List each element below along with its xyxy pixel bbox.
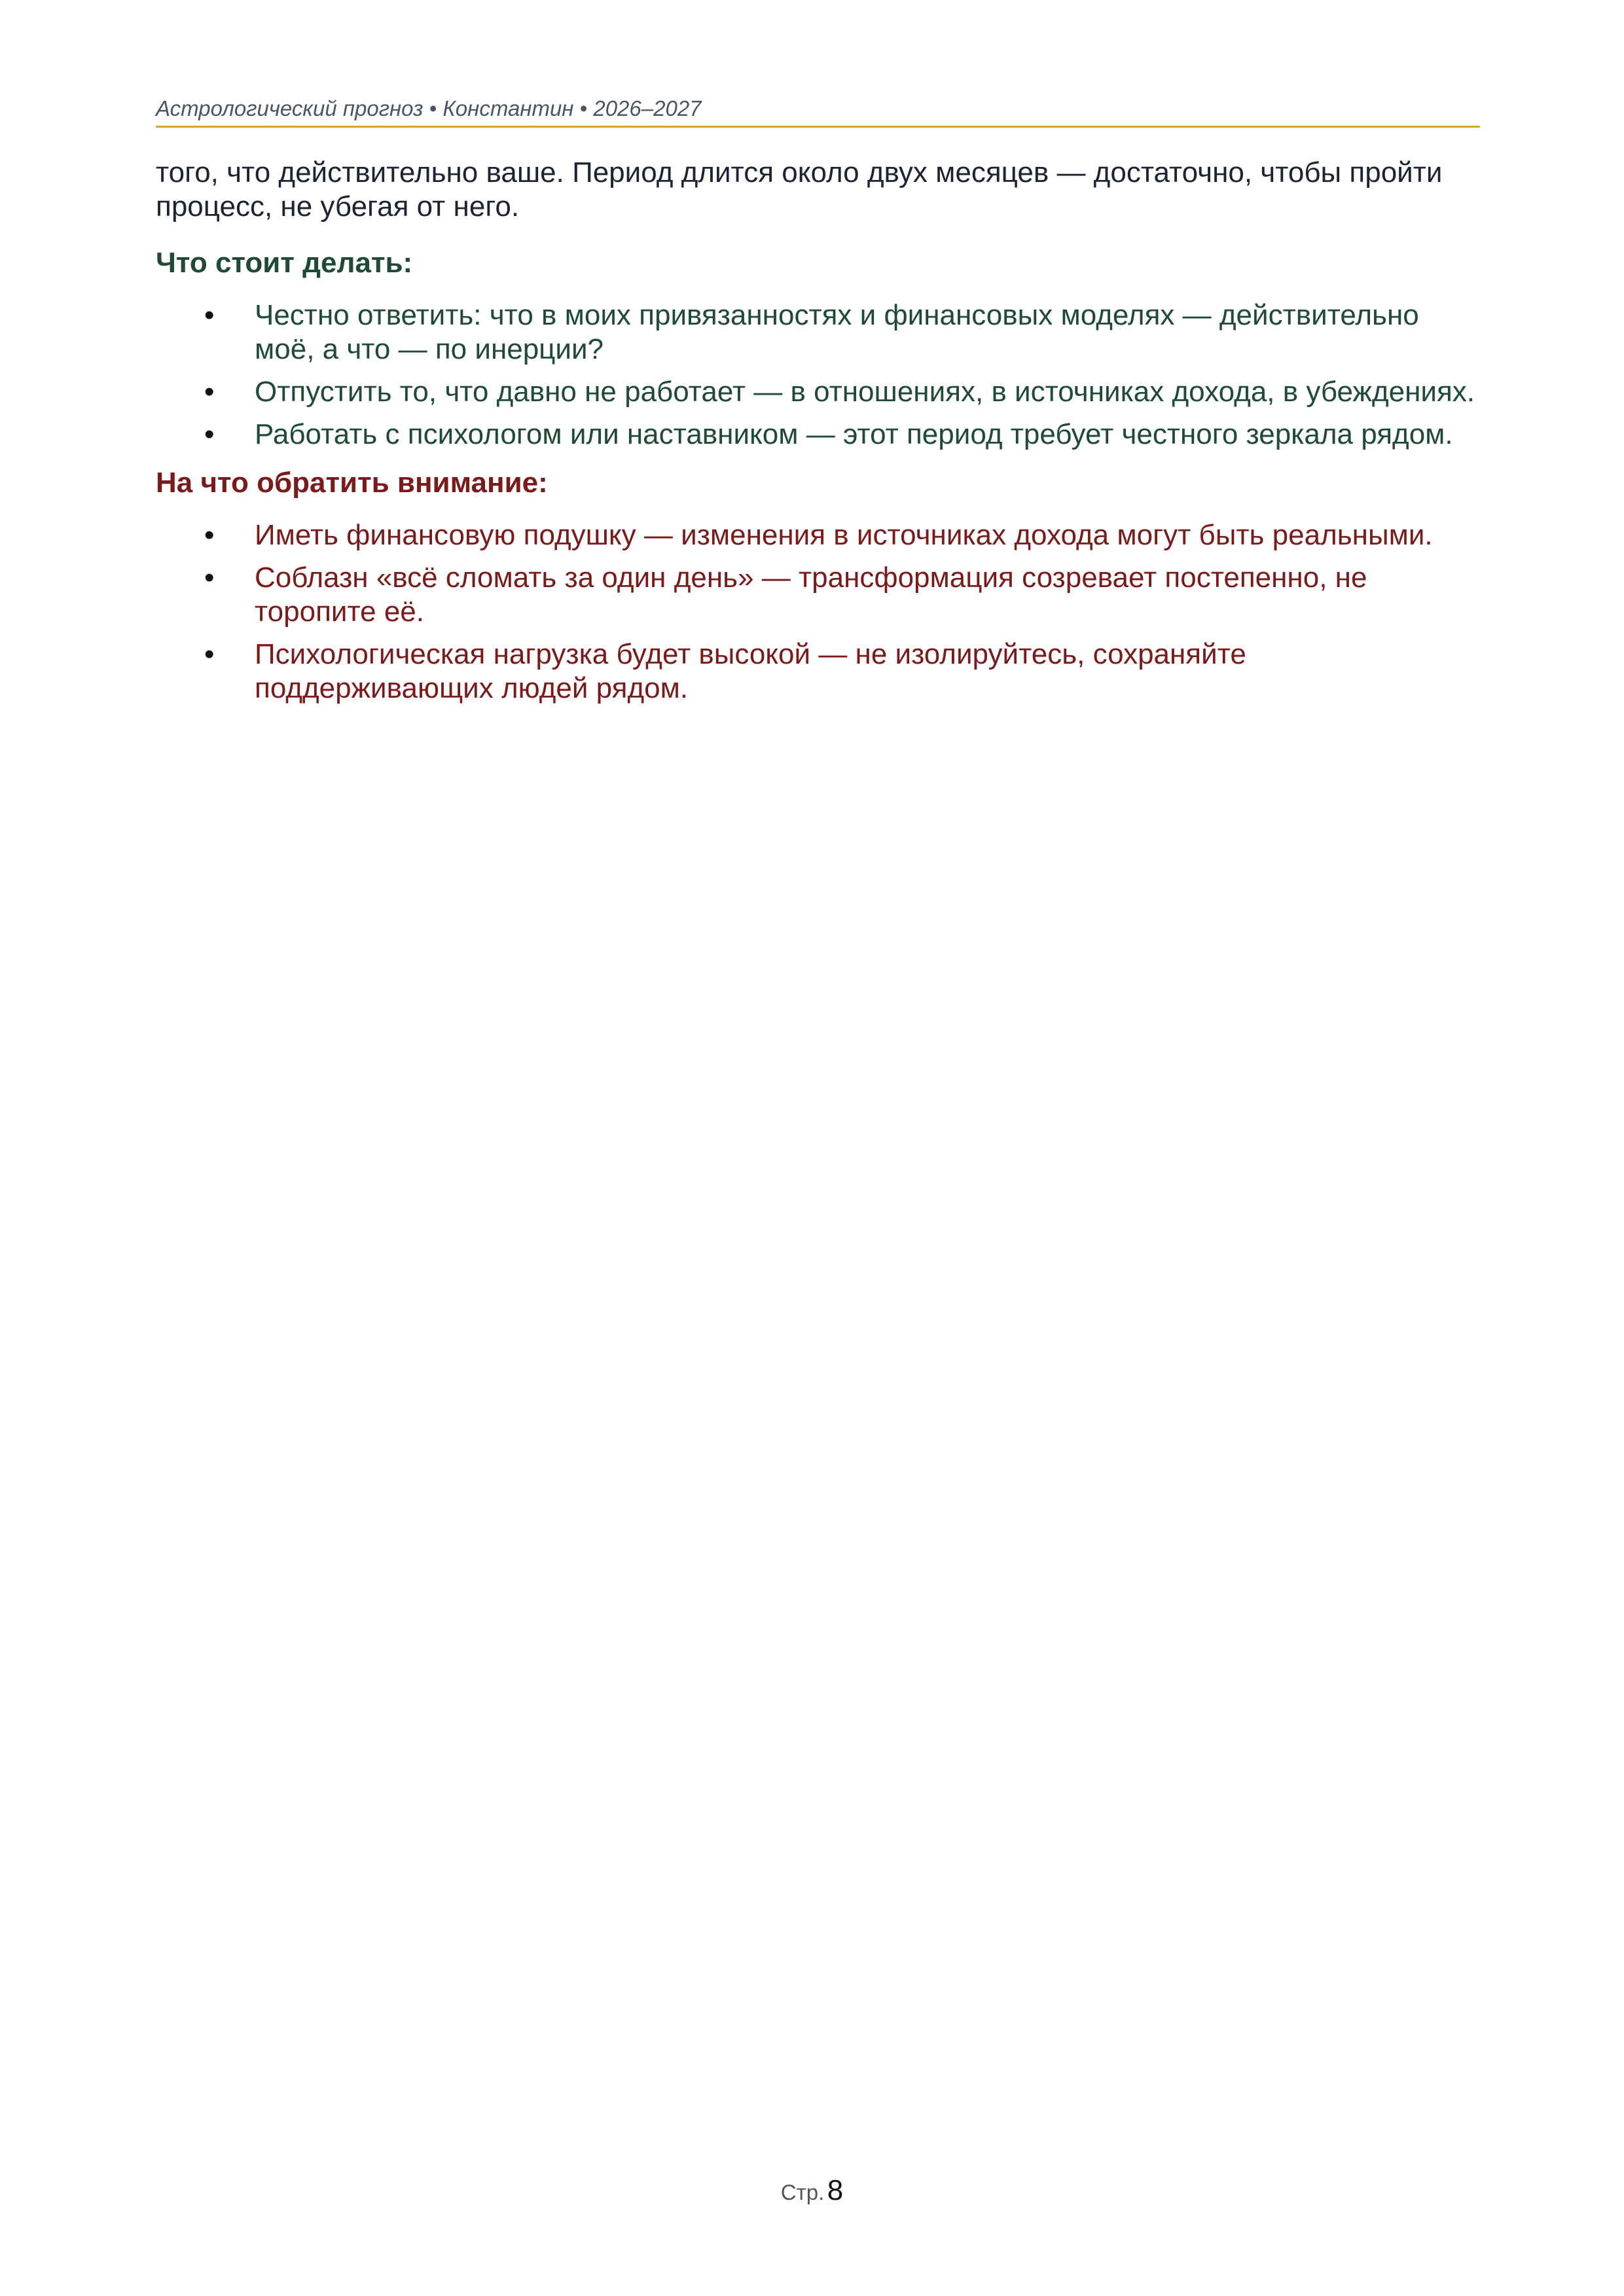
do-list-item (156, 418, 1480, 452)
intro-paragraph: того, что действительно ваше. Период длится около двух месяцев — достаточно, чтобы пройти процесс, не убегая от него. (156, 156, 1443, 223)
do-list-item (156, 298, 1480, 367)
bullet-icon: • (204, 562, 215, 594)
warn-list-item (156, 561, 1480, 629)
warn-section-title: На что обратить внимание: (156, 467, 548, 499)
do-item-text: Честно ответить: что в моих привязанностях и финансовых моделях — действительно моё, а что — по инерции? (255, 299, 1419, 365)
do-item-text: Работать с психологом или наставником — этот период требует честного зеркала рядом. (255, 418, 1453, 450)
bullet-icon: • (204, 519, 215, 551)
warn-item-text: Психологическая нагрузка будет высокой — не изолируйтесь, сохраняйте поддерживающих людей рядом. (255, 638, 1246, 704)
do-list-item (156, 375, 1480, 409)
warn-item-text: Иметь финансовую подушку — изменения в источниках дохода могут быть реальными. (255, 519, 1433, 551)
warn-item-text: Соблазн «всё сломать за один день» — трансформация созревает постепенно, не торопите её. (255, 562, 1367, 628)
page-label: Стр. (780, 2180, 825, 2204)
page-content (156, 156, 1480, 714)
bullet-icon: • (204, 418, 215, 450)
header-divider (156, 126, 1480, 128)
warn-list-item (156, 637, 1480, 706)
do-section-title: Что стоит делать: (156, 247, 413, 279)
page-footer (0, 2174, 1624, 2207)
running-header: Астрологический прогноз • Константин • 2026–2027 (156, 96, 702, 120)
page-number: 8 (827, 2174, 844, 2206)
warn-list (156, 518, 1480, 706)
do-item-text: Отпустить то, что давно не работает — в отношениях, в источниках дохода, в убеждениях. (255, 376, 1475, 408)
warn-list-item (156, 518, 1480, 552)
do-list (156, 298, 1480, 452)
bullet-icon: • (204, 638, 215, 670)
bullet-icon: • (204, 376, 215, 408)
bullet-icon: • (204, 299, 215, 331)
